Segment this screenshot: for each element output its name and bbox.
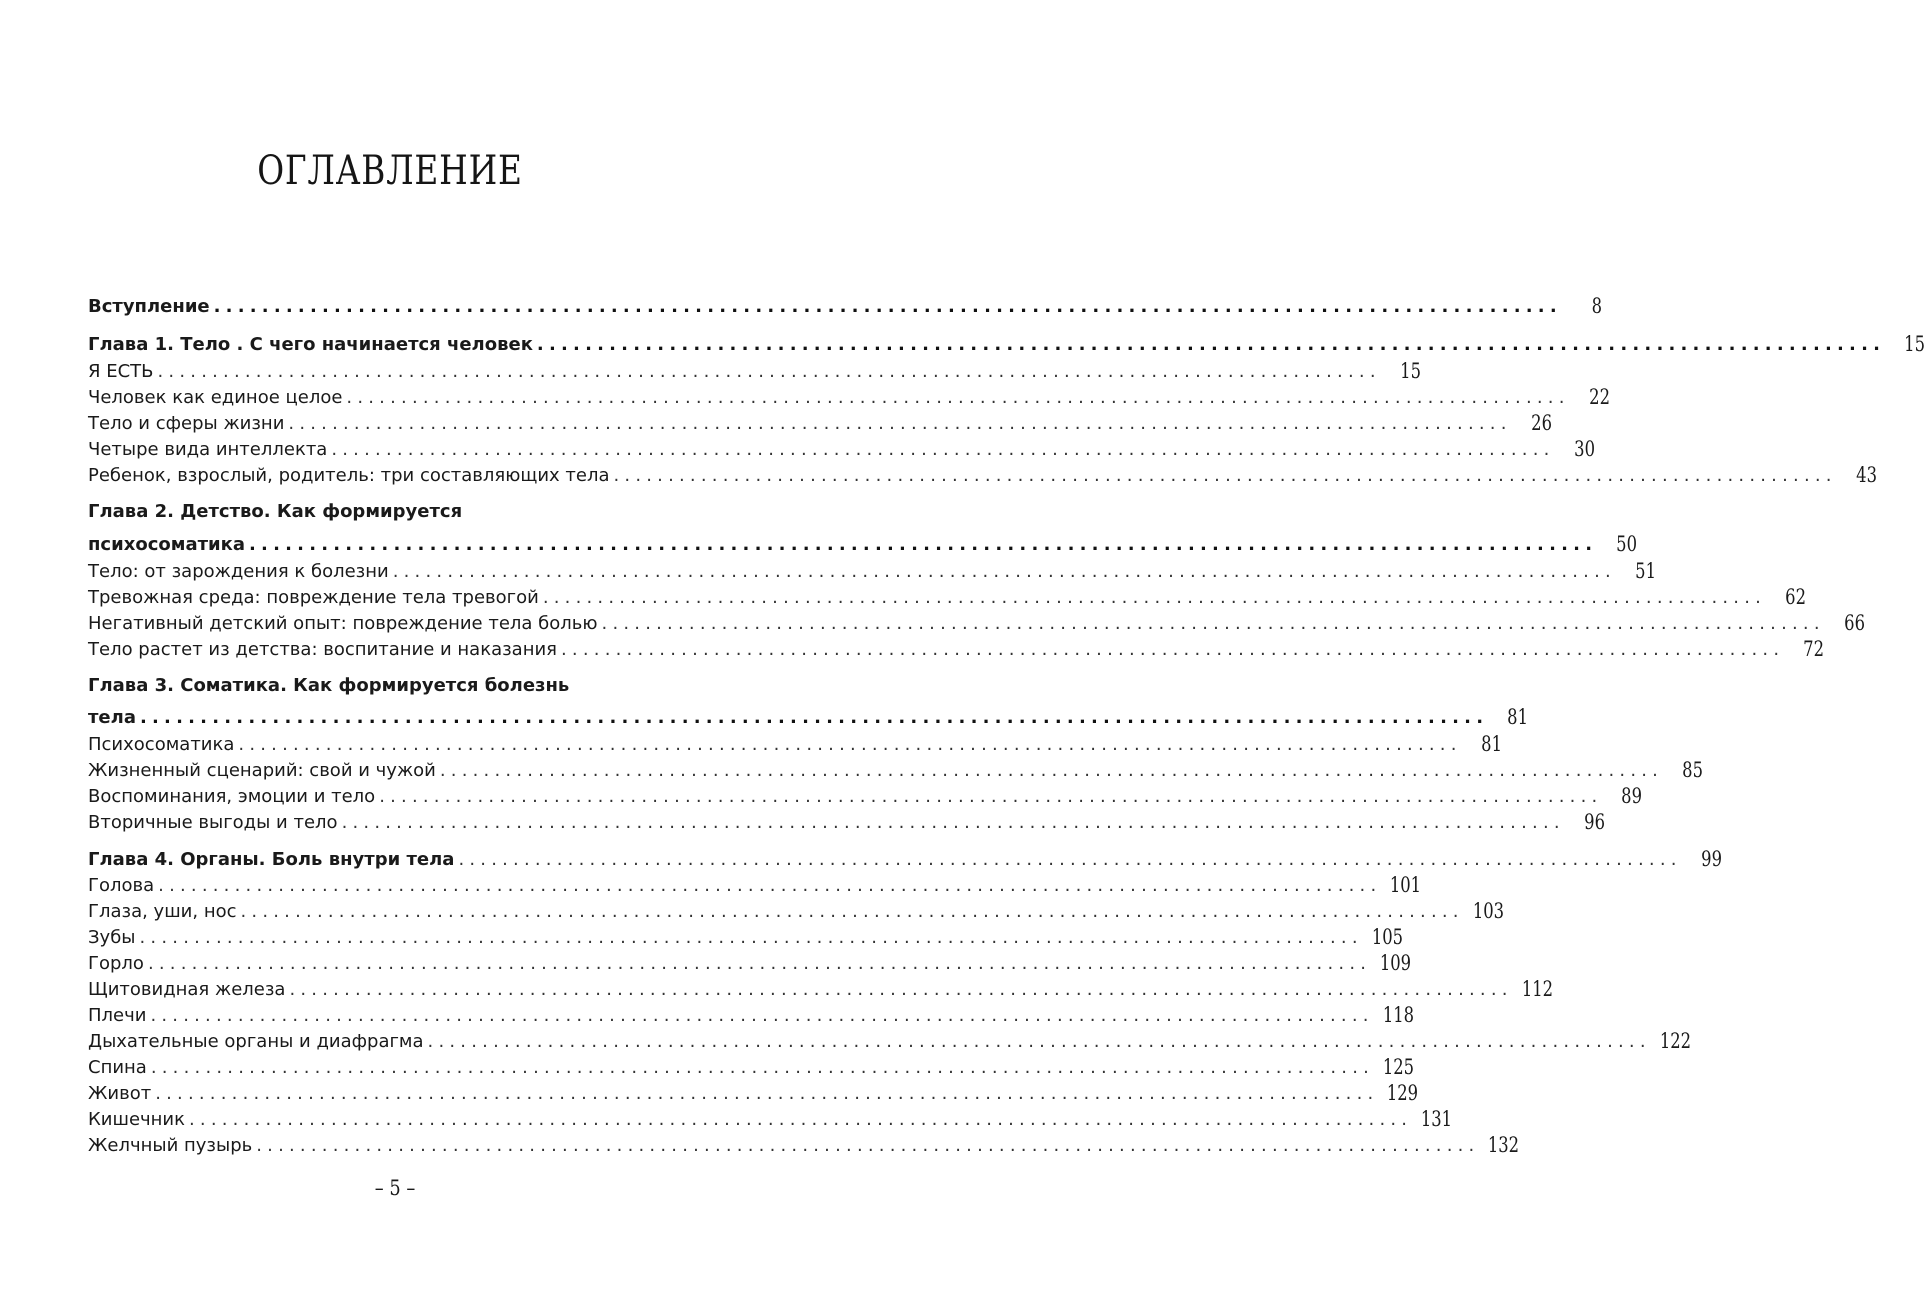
- toc-entry: [88, 1079, 1419, 1105]
- page-number: 101: [1390, 873, 1422, 897]
- toc-chapter-1: [88, 330, 1925, 356]
- toc-entry: [88, 461, 1877, 487]
- chapter-title: Глава 4. Органы. Боль внутри тела: [88, 849, 455, 870]
- page-number: 26: [1530, 411, 1552, 435]
- toc-entry-label: Кишечник: [88, 1109, 185, 1130]
- toc-chapter-2: [88, 530, 1638, 556]
- toc-entry: [88, 357, 1421, 383]
- leader-dots: ................................................................................................................: [536, 334, 1886, 355]
- toc-entry-label: Негативный детский опыт: повреждение тела болью: [88, 613, 598, 634]
- page-number: 62: [1785, 585, 1807, 609]
- leader-dots: ................................................................................................................: [213, 296, 1562, 317]
- toc-entry-label: Жизненный сценарий: свой и чужой: [88, 760, 436, 781]
- chapter-title: Глава 1. Тело . С чего начинается человек: [88, 334, 533, 355]
- leader-dots: ................................................................................................................: [150, 1057, 1375, 1078]
- toc-entry-label: Тело и сферы жизни: [88, 413, 285, 434]
- leader-dots: ................................................................................................................: [139, 927, 1363, 948]
- page-number: 51: [1635, 559, 1656, 583]
- leader-dots: ................................................................................................................: [157, 361, 1381, 382]
- toc-entry: [88, 808, 1605, 834]
- page-number: 8: [1591, 294, 1602, 318]
- toc-entry: [88, 409, 1552, 435]
- leader-dots: ................................................................................................................: [392, 561, 1616, 582]
- page-number: 112: [1521, 977, 1553, 1001]
- toc-entry-label: Зубы: [88, 927, 136, 948]
- toc-chapter-3: [88, 703, 1529, 729]
- page-number: 72: [1803, 637, 1825, 661]
- toc-entry: [88, 1131, 1520, 1157]
- leader-dots: ................................................................................................................: [458, 849, 1682, 870]
- toc-entry-label: Голова: [88, 875, 155, 896]
- page-number: 132: [1488, 1133, 1520, 1157]
- toc-entry: [88, 1027, 1691, 1053]
- leader-dots: ................................................................................................................: [147, 953, 1372, 974]
- page-number: 85: [1682, 758, 1704, 782]
- leader-dots: ................................................................................................................: [601, 613, 1825, 634]
- leader-dots: ................................................................................................................: [155, 1083, 1379, 1104]
- leader-dots: ................................................................................................................: [613, 465, 1837, 486]
- leader-dots: ................................................................................................................: [542, 587, 1767, 608]
- page-number: 125: [1382, 1055, 1415, 1079]
- toc-entry: [88, 583, 1807, 609]
- chapter-title: Глава 2. Детство. Как формируется: [88, 501, 463, 522]
- leader-dots: ................................................................................................................: [288, 413, 1512, 434]
- page-number: 103: [1472, 899, 1504, 923]
- toc-entry-label: Спина: [88, 1057, 147, 1078]
- toc-entry: [88, 871, 1422, 897]
- toc-entry: [88, 923, 1403, 949]
- page-number: 15: [1904, 332, 1925, 356]
- toc-entry: [88, 435, 1595, 461]
- leader-dots: ................................................................................................................: [561, 639, 1785, 660]
- page-number: 15: [1399, 359, 1421, 383]
- toc-entry-label: Вступление: [88, 296, 210, 317]
- leader-dots: ................................................................................................................: [158, 875, 1382, 896]
- toc-entry: [88, 1053, 1415, 1079]
- leader-dots: ................................................................................................................: [331, 439, 1555, 460]
- chapter-title-continued: тела: [88, 707, 136, 728]
- toc-entry: [88, 897, 1504, 923]
- page-number: 50: [1616, 532, 1638, 556]
- toc-entry: [88, 1001, 1414, 1027]
- toc-entry-label: Четыре вида интеллекта: [88, 439, 328, 460]
- leader-dots: ................................................................................................................: [249, 534, 1598, 555]
- leader-dots: ................................................................................................................: [150, 1005, 1374, 1026]
- leader-dots: ................................................................................................................: [189, 1109, 1413, 1130]
- toc-entry-label: Желчный пузырь: [88, 1135, 253, 1156]
- page-number: 81: [1507, 705, 1529, 729]
- leader-dots: ................................................................................................................: [289, 979, 1513, 1000]
- toc-entry: [88, 782, 1643, 808]
- toc-entry: [88, 756, 1704, 782]
- toc-entry-label: Психосоматика: [88, 734, 235, 755]
- page-number: 43: [1855, 463, 1877, 487]
- page-number: 131: [1421, 1107, 1453, 1131]
- toc-entry-label: Вторичные выгоды и тело: [88, 812, 338, 833]
- toc-entry-label: Тревожная среда: повреждение тела тревогой: [88, 587, 539, 608]
- page-title: ОГЛАВЛЕНИЕ: [257, 148, 523, 194]
- toc-entry: [88, 609, 1865, 635]
- toc-chapter-4: [88, 845, 1722, 871]
- toc-entry-label: Горло: [88, 953, 144, 974]
- page-number: 118: [1382, 1003, 1414, 1027]
- toc-entry-label: Щитовидная железа: [88, 979, 286, 1000]
- page-number: 66: [1843, 611, 1865, 635]
- leader-dots: ................................................................................................................: [240, 901, 1464, 922]
- toc-entry-label: Тело: от зарождения к болезни: [88, 561, 389, 582]
- toc-entry-label: Человек как единое целое: [88, 387, 343, 408]
- page-number: 96: [1583, 810, 1605, 834]
- leader-dots: ................................................................................................................: [379, 786, 1603, 807]
- page-number: 22: [1588, 385, 1610, 409]
- chapter-title-continued: психосоматика: [88, 534, 245, 555]
- leader-dots: ................................................................................................................: [139, 707, 1489, 728]
- toc-entry-label: Я ЕСТЬ: [88, 361, 154, 382]
- page-number: 81: [1480, 732, 1502, 756]
- toc-entry-label: Ребенок, взрослый, родитель: три составляющих тела: [88, 465, 610, 486]
- toc-entry: [88, 557, 1656, 583]
- page-number: 89: [1621, 784, 1643, 808]
- toc-entry-label: Живот: [88, 1083, 152, 1104]
- toc-entry: [88, 975, 1553, 1001]
- page-number: 129: [1387, 1081, 1419, 1105]
- toc-entry-label: Плечи: [88, 1005, 147, 1026]
- leader-dots: ................................................................................................................: [346, 387, 1570, 408]
- leader-dots: ................................................................................................................: [341, 812, 1565, 833]
- page-number: 30: [1573, 437, 1595, 461]
- toc-entry: [88, 730, 1502, 756]
- leader-dots: ................................................................................................................: [238, 734, 1462, 755]
- toc-entry: [88, 635, 1825, 661]
- leader-dots: ................................................................................................................: [256, 1135, 1480, 1156]
- toc-entry-label: Тело растет из детства: воспитание и наказания: [88, 639, 558, 660]
- toc-entry: [88, 383, 1610, 409]
- toc-entry-label: Глаза, уши, нос: [88, 901, 237, 922]
- chapter-title: Глава 3. Соматика. Как формируется болезнь: [88, 675, 570, 696]
- page-number: 122: [1659, 1029, 1691, 1053]
- toc-entry: [88, 1105, 1453, 1131]
- page-number: 105: [1371, 925, 1403, 949]
- leader-dots: ................................................................................................................: [427, 1031, 1651, 1052]
- page-folio: – 5 –: [374, 1176, 416, 1200]
- page-number: 99: [1700, 847, 1722, 871]
- leader-dots: ................................................................................................................: [439, 760, 1664, 781]
- toc-entry-intro: [88, 292, 1602, 318]
- toc-entry-label: Воспоминания, эмоции и тело: [88, 786, 376, 807]
- toc-entry: [88, 949, 1412, 975]
- toc-entry-label: Дыхательные органы и диафрагма: [88, 1031, 424, 1052]
- page-number: 109: [1379, 951, 1412, 975]
